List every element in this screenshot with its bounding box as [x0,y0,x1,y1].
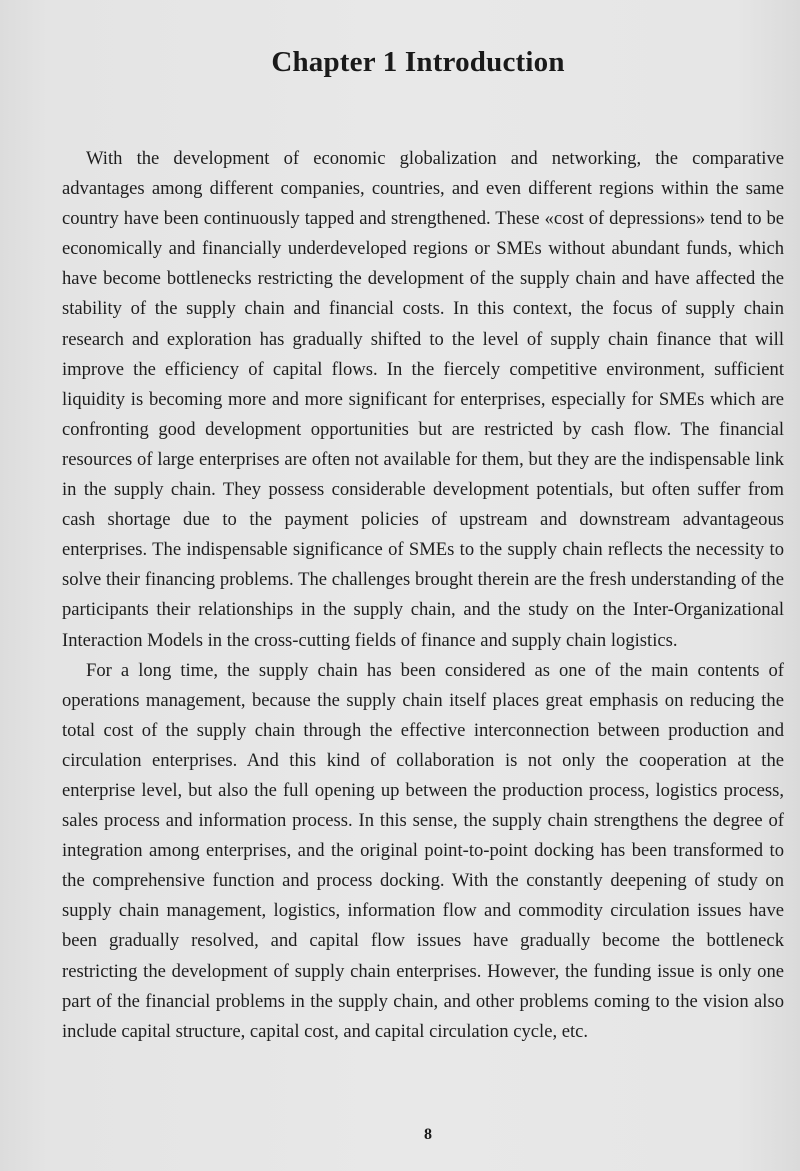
body-text [62,144,784,1047]
chapter-title: Chapter 1 Introduction [271,46,565,78]
paragraph-2: For a long time, the supply chain has been considered as one of the main contents of operations management, because the supply chain itself places great emphasis on reducing the total cost of the supply chain through the effective interconnection between production and circulation enterprises. And this kind of collaboration is not only the cooperation at the enterprise level, but also the full opening up between the production process, logistics process, sales process and information process. In this sense, the supply chain strengthens the degree of integration among enterprises, and the original point-to-point docking has been transformed to the comprehensive function and process docking. With the constantly deepening of study on supply chain management, logistics, information flow and commodity circulation issues have been gradually resolved, and capital flow issues have gradually become the bottleneck restricting the development of supply chain enterprises. However, the funding issue is only one part of the financial problems in the supply chain, and other problems coming to the vision also include capital structure, capital cost, and capital circulation cycle, etc. [62,659,784,1042]
paragraph-1: With the development of economic globalization and networking, the comparative advantages among different companies, countries, and even different regions within the same country have been continuously tapped and strengthened. These «cost of depressions» tend to be economically and financially underdeveloped regions or SMEs without abundant funds, which have become bottlenecks restricting the development of the supply chain and have affected the stability of the supply chain and financial costs. In this context, the focus of supply chain research and exploration has gradually shifted to the level of supply chain finance that will improve the efficiency of capital flows. In the fiercely competitive environment, sufficient liquidity is becoming more and more significant for enterprises, especially for SMEs which are confronting good development opportunities but are restricted by cash flow. The financial resources of large enterprises are often not available for them, but they are the indispensable link in the supply chain. They possess considerable development potentials, but often suffer from cash shortage due to the payment policies of upstream and downstream advantageous enterprises. The indispensable significance of SMEs to the supply chain reflects the necessity to solve their financing problems. The challenges brought therein are the fresh understanding of the participants their relationships in the supply chain, and the study on the Inter-Organizational Interaction Models in the cross-cutting fields of finance and supply chain logistics. [62,148,784,651]
page-number: 8 [424,1126,432,1143]
